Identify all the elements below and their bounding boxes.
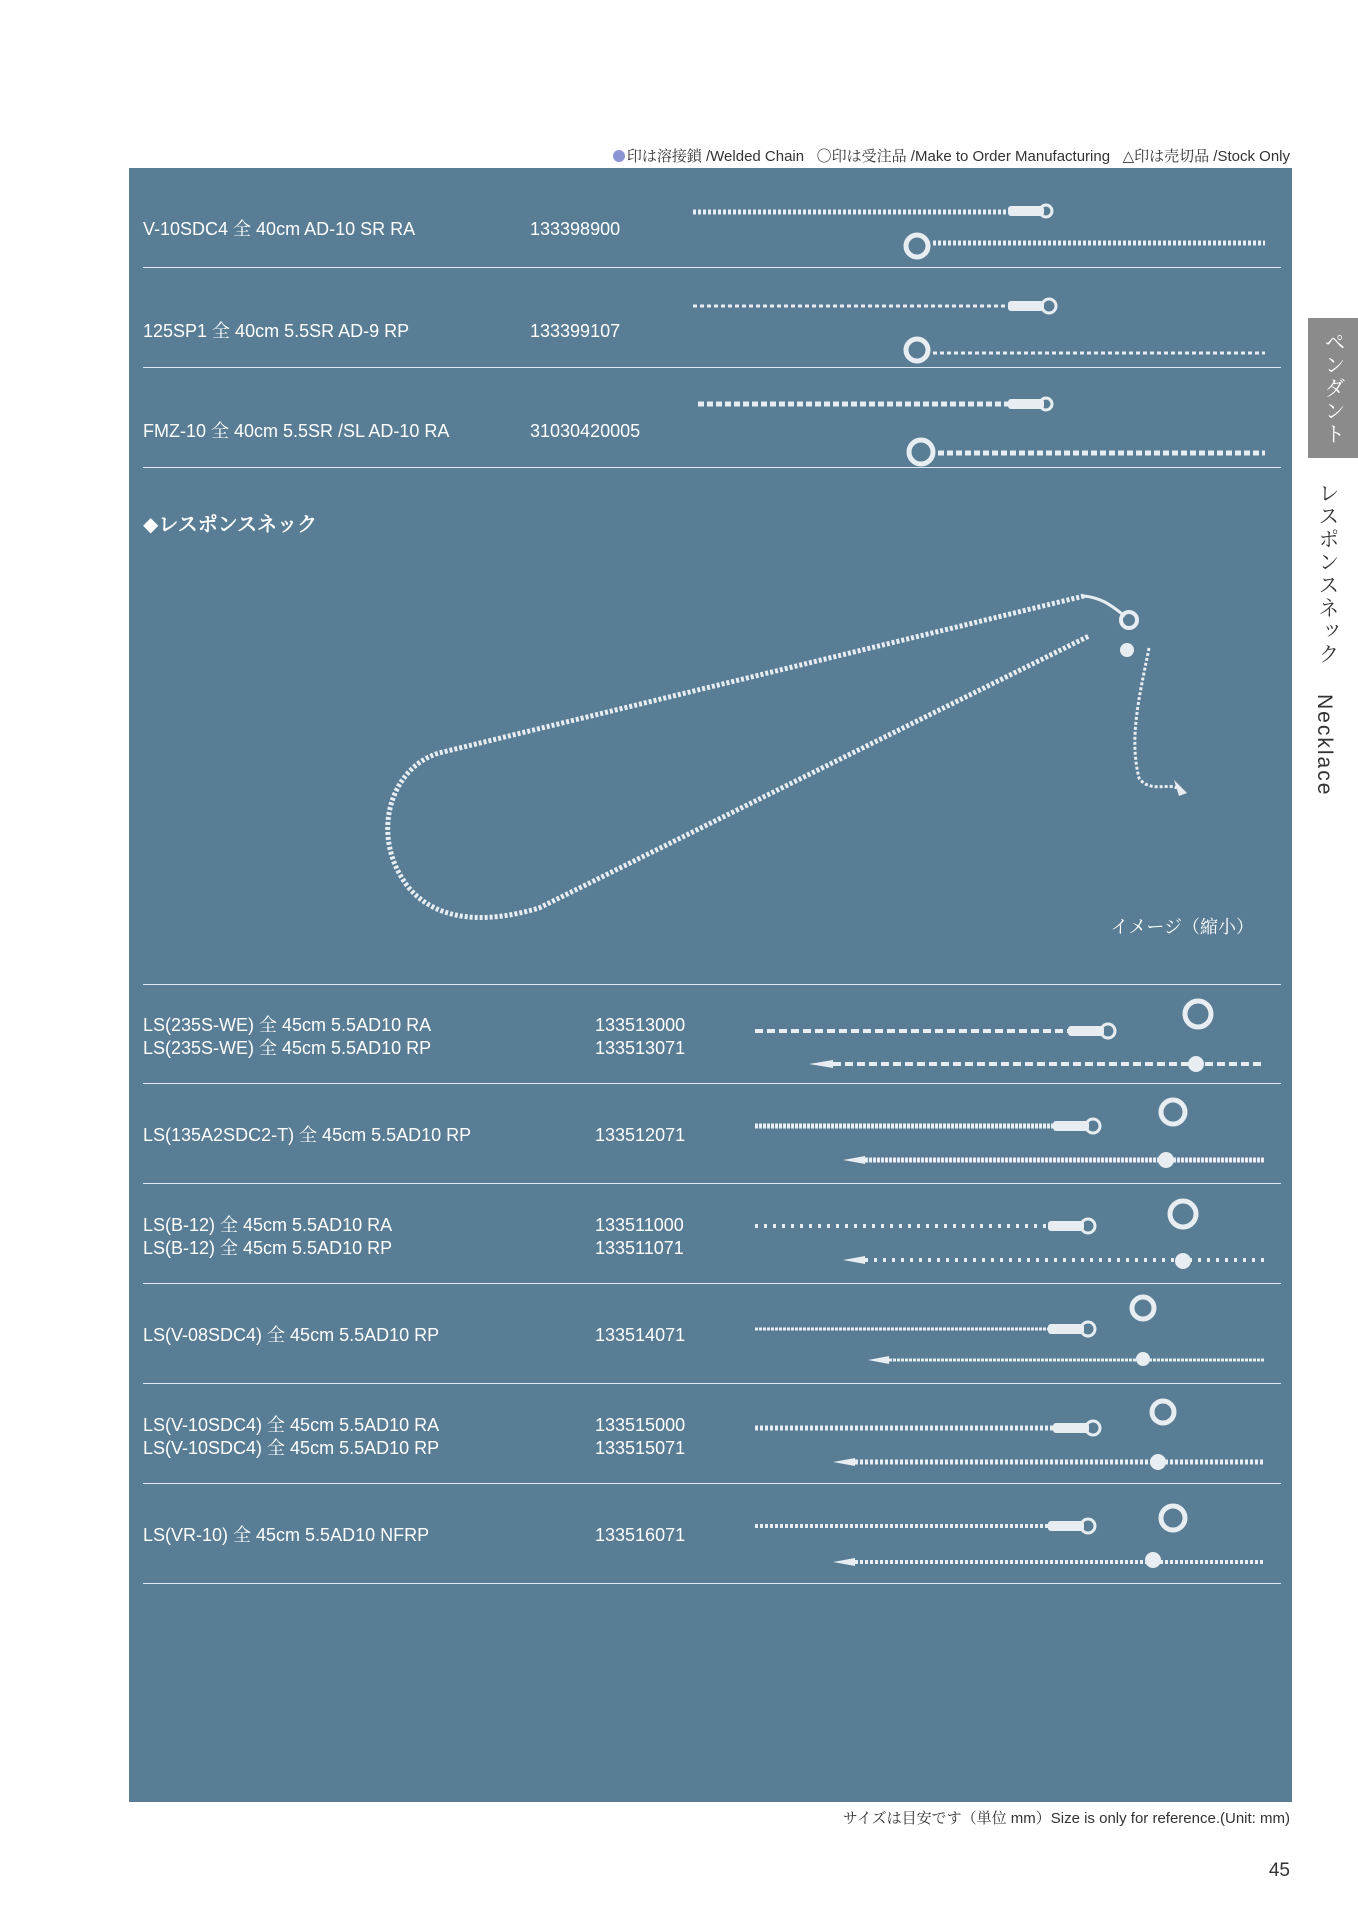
chain-image — [143, 1184, 1281, 1284]
product-row — [143, 1284, 1281, 1384]
chain-image — [143, 1484, 1281, 1584]
legend-stock: △印は売切品 /Stock Only — [1122, 148, 1290, 165]
footer-note: サイズは目安です（単位 mm）Size is only for reference.(Unit: mm) — [842, 1810, 1290, 1827]
product-row — [143, 1384, 1281, 1484]
image-caption: イメージ（縮小） — [1110, 917, 1254, 937]
side-necklace-label: Necklace — [1313, 694, 1336, 797]
welded-dot-icon — [613, 150, 625, 162]
product-code: V-10SDC4 全 40cm AD-10 SR RA — [143, 219, 416, 239]
chain-image — [143, 1284, 1281, 1384]
catalog-panel — [129, 168, 1292, 1802]
product-row — [143, 984, 1281, 1084]
product-number: 133398900 — [530, 219, 621, 239]
row-divider — [143, 1583, 1281, 1584]
page-number: 45 — [1268, 1860, 1290, 1881]
product-row — [143, 1184, 1281, 1284]
side-section-label: レスポンスネック — [1316, 482, 1339, 666]
product-code: LS(V-08SDC4) 全 45cm 5.5AD10 RP — [143, 1325, 440, 1345]
product-number: 133399107 — [530, 321, 621, 341]
product-number: 133514071 — [595, 1325, 686, 1345]
product-code: FMZ-10 全 40cm 5.5SR /SL AD-10 RA — [143, 421, 450, 441]
product-number: 133513000 — [595, 1015, 686, 1035]
section-title: ◆レスポンスネック — [143, 514, 318, 536]
product-code: LS(135A2SDC2-T) 全 45cm 5.5AD10 RP — [143, 1125, 472, 1145]
chain-image — [143, 1084, 1281, 1184]
product-code: 125SP1 全 40cm 5.5SR AD-9 RP — [143, 321, 410, 341]
chain-image — [143, 984, 1281, 1084]
product-code: LS(B-12) 全 45cm 5.5AD10 RA — [143, 1215, 393, 1235]
product-row — [143, 1084, 1281, 1184]
side-tab-pendant: ペンダント — [1308, 318, 1358, 458]
product-number: 133516071 — [595, 1525, 686, 1545]
product-number: 133511000 — [595, 1215, 684, 1235]
legend-order: 〇印は受注品 /Make to Order Manufacturing — [816, 148, 1111, 165]
product-code: LS(B-12) 全 45cm 5.5AD10 RP — [143, 1238, 393, 1258]
legend-welded: 印は溶接鎖 /Welded Chain — [626, 148, 805, 165]
product-number: 133511071 — [595, 1238, 684, 1258]
necklace-image — [129, 168, 1292, 968]
chain-image — [143, 1384, 1281, 1484]
product-number: 31030420005 — [530, 421, 641, 441]
legend — [613, 145, 1290, 166]
product-number: 133515000 — [595, 1415, 686, 1435]
product-code: LS(235S-WE) 全 45cm 5.5AD10 RP — [143, 1038, 432, 1058]
product-code: LS(235S-WE) 全 45cm 5.5AD10 RA — [143, 1015, 432, 1035]
product-number: 133515071 — [595, 1438, 686, 1458]
product-code: LS(V-10SDC4) 全 45cm 5.5AD10 RA — [143, 1415, 440, 1435]
product-code: LS(VR-10) 全 45cm 5.5AD10 NFRP — [143, 1525, 430, 1545]
product-row — [143, 1484, 1281, 1584]
product-number: 133513071 — [595, 1038, 686, 1058]
product-code: LS(V-10SDC4) 全 45cm 5.5AD10 RP — [143, 1438, 440, 1458]
product-number: 133512071 — [595, 1125, 686, 1145]
